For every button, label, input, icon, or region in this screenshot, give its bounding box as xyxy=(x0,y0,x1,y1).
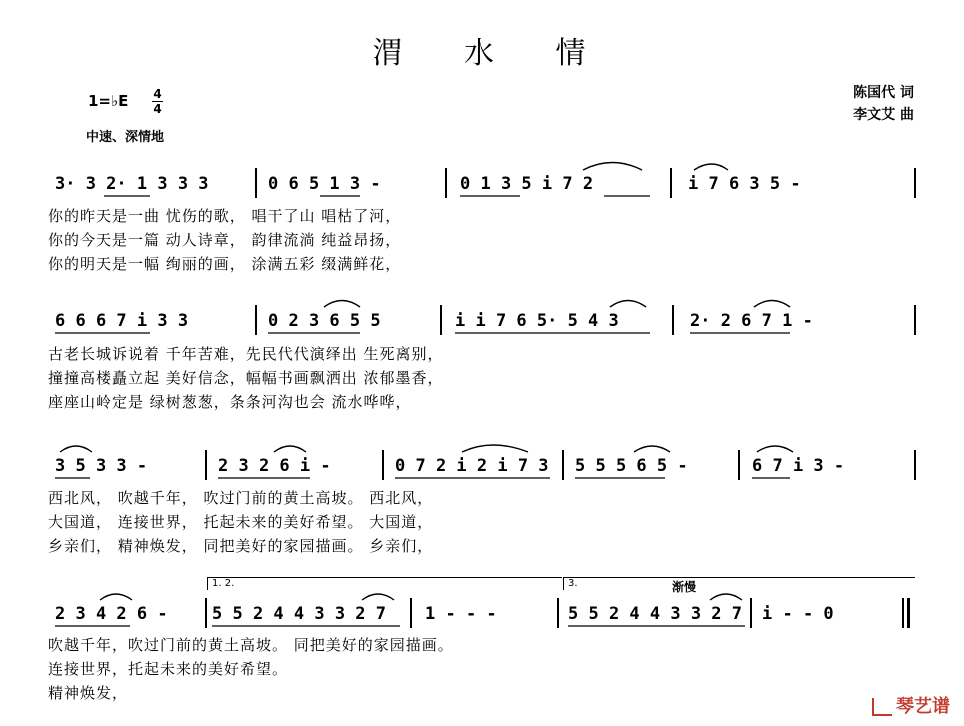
volta-label: 1. 2. xyxy=(212,578,235,589)
measure-notes: i - - 0 xyxy=(762,604,834,624)
measure-notes: 6 6 6 7 i 3 3 xyxy=(55,311,189,331)
slur xyxy=(274,446,306,452)
measure-notes: i 7 6 3 5 - xyxy=(688,174,801,194)
measure-notes: 5 5 2 4 4 3 3 2 7 xyxy=(568,604,742,624)
measure-notes: 1 - - - xyxy=(425,604,497,624)
measure-notes: 0 7 2 i 2 i 7 3 xyxy=(395,456,549,476)
lyric-line: 吹越千年，吹过门前的黄土高坡。 同把美好的家园描画。 xyxy=(48,636,454,654)
lyric-line: 座座山岭定是 绿树葱葱，条条河沟也会 流水哗哗， xyxy=(48,393,412,411)
measure-notes: 6 7 i 3 - xyxy=(752,456,845,476)
slur xyxy=(583,163,642,171)
lyric-line: 古老长城诉说着 千年苦难，先民代代演绎出 生死离别， xyxy=(48,345,444,363)
slur xyxy=(362,594,394,600)
lyric-line: 撞撞高楼矗立起 美好信念，幅幅书画飘洒出 浓郁墨香， xyxy=(48,369,444,387)
slur xyxy=(324,301,360,308)
lyric-line: 连接世界，托起未来的美好希望。 xyxy=(48,660,289,678)
measure-notes: 3 5 3 3 - xyxy=(55,456,148,476)
lyric-line: 乡亲们， 精神焕发， 同把美好的家园描画。 乡亲们， xyxy=(48,537,434,555)
measure-notes: 5 5 5 6 5 - xyxy=(575,456,688,476)
measure-notes: 3· 3 2· 1 3 3 3 xyxy=(55,174,209,194)
meter-top: 4 xyxy=(153,87,162,101)
lyric-line: 大国道， 连接世界， 托起未来的美好希望。 大国道， xyxy=(48,513,434,531)
key-signature: 1=♭E xyxy=(88,92,129,110)
lyric-line: 你的今天是一篇 动人诗章， 韵律流淌 纯益昂扬， xyxy=(48,231,402,249)
measure-notes: 0 2 3 6 5 5 xyxy=(268,311,381,331)
watermark-text: 琴艺谱 xyxy=(896,696,950,717)
slur xyxy=(60,446,92,452)
slur xyxy=(100,594,132,600)
slur xyxy=(754,301,790,308)
meter-bottom: 4 xyxy=(153,102,162,116)
watermark-logo xyxy=(872,692,950,718)
measure-notes: 5 5 2 4 4 3 3 2 7 xyxy=(212,604,386,624)
song-title: 渭 水 情 xyxy=(372,36,612,71)
slur xyxy=(694,164,728,170)
lyric-line: 你的昨天是一曲 忧伤的歌， 唱干了山 唱枯了河， xyxy=(48,207,402,225)
measure-notes: 2 3 2 6 i - xyxy=(218,456,331,476)
measure-notes: 2· 2 6 7 1 - xyxy=(690,311,813,331)
slur xyxy=(710,594,742,600)
lyric-line: 精神焕发， xyxy=(48,684,129,702)
measure-notes: i i 7 6 5· 5 4 3 xyxy=(455,311,619,331)
lyric-line: 你的明天是一幅 绚丽的画， 涂满五彩 缀满鲜花， xyxy=(48,255,402,273)
composer-credit: 李文艾 曲 xyxy=(853,107,914,123)
measure-notes: 2 3 4 2 6 - xyxy=(55,604,168,624)
measure-notes: 0 6 5 1 3 - xyxy=(268,174,381,194)
lyric-line: 西北风， 吹越千年， 吹过门前的黄土高坡。 西北风， xyxy=(48,489,434,507)
logo-icon xyxy=(872,698,892,716)
slur xyxy=(610,301,646,308)
slur xyxy=(634,446,670,452)
lyricist-credit: 陈国代 词 xyxy=(853,85,914,101)
slur xyxy=(462,445,528,452)
volta-label: 3. xyxy=(568,578,578,589)
measure-notes: 0 1 3 5 i 7 2 xyxy=(460,174,594,194)
tempo-marking: 中速、深情地 xyxy=(86,130,165,145)
ritardando-marking: 渐慢 xyxy=(672,580,697,594)
slur xyxy=(757,446,793,452)
